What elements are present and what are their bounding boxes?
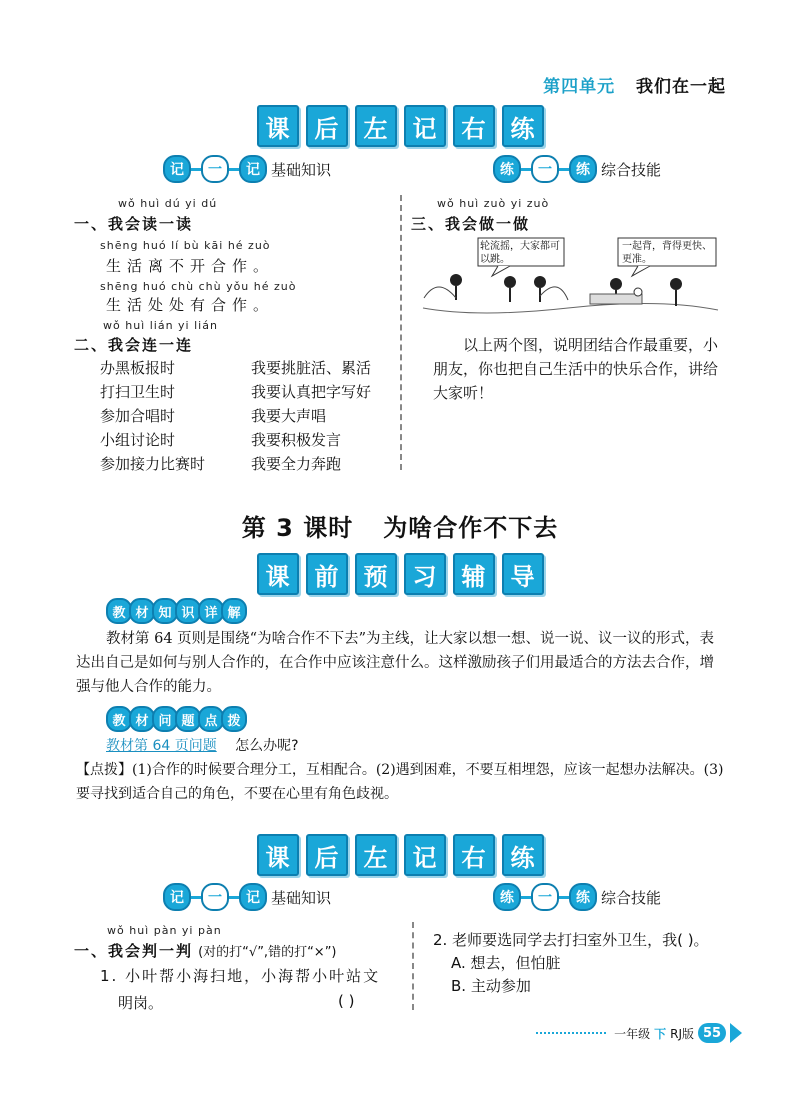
badge-char: 记 bbox=[239, 883, 267, 911]
section-title-preview bbox=[0, 553, 800, 595]
title-char: 习 bbox=[404, 553, 446, 595]
badge-char: 一 bbox=[201, 155, 229, 183]
badge-char: 记 bbox=[239, 155, 267, 183]
subheader-label: 基础知识 bbox=[271, 160, 332, 179]
tag-char: 详 bbox=[198, 598, 224, 624]
section-heading-do: 三、我会做一做 bbox=[411, 215, 531, 233]
list-item[interactable]: 办黑板报时 bbox=[100, 359, 176, 377]
title-char: 后 bbox=[306, 834, 348, 876]
badge-char: 记 bbox=[163, 883, 191, 911]
answer-paragraph: 【点拨】(1)合作的时候要合理分工，互相配合。(2)遇到困难，不要互相埋怨，应该一起想办法解决。(3)要寻找到适合自己的角色，不要在心里有角色歧视。 bbox=[76, 762, 724, 802]
tag-textbook-questions bbox=[106, 706, 244, 732]
subheader-combined-skills-2 bbox=[493, 883, 661, 911]
subheader-label: 基础知识 bbox=[271, 888, 332, 907]
tag-char: 点 bbox=[198, 706, 224, 732]
title-char: 辅 bbox=[453, 553, 495, 595]
tag-char: 材 bbox=[129, 598, 155, 624]
column-divider bbox=[412, 922, 414, 1010]
badge-char: 一 bbox=[531, 883, 559, 911]
tag-char: 知 bbox=[152, 598, 178, 624]
tag-textbook-explained bbox=[106, 598, 244, 624]
section-title-after-class bbox=[0, 105, 800, 147]
subheader-basic-knowledge-2 bbox=[163, 883, 331, 911]
list-item[interactable]: 参加接力比赛时 bbox=[100, 455, 206, 473]
question-text: 怎么办呢? bbox=[235, 738, 299, 754]
title-char: 后 bbox=[306, 105, 348, 147]
section-title-after-class-2 bbox=[0, 834, 800, 876]
section-heading-read: 一、我会读一读 bbox=[74, 215, 194, 233]
speech-bubble-left: 轮流摇，大家都可以跳。 bbox=[480, 241, 560, 265]
section-heading-connect: 二、我会连一连 bbox=[74, 336, 194, 354]
reading-line: 生活处处有合作。 bbox=[106, 296, 275, 314]
title-char: 记 bbox=[404, 834, 446, 876]
judge-heading-row bbox=[74, 940, 337, 961]
tag-char: 拨 bbox=[221, 706, 247, 732]
question-1: 1. 小叶帮小海扫地，小海帮小叶站文 bbox=[100, 967, 381, 985]
title-char: 预 bbox=[355, 553, 397, 595]
badge-char: 一 bbox=[531, 155, 559, 183]
title-char: 练 bbox=[502, 105, 544, 147]
option-b[interactable]: B. 主动参加 bbox=[451, 977, 531, 995]
badge-char: 练 bbox=[569, 155, 597, 183]
pinyin: wǒ huì pàn yi pàn bbox=[107, 924, 222, 937]
unit-number: 第四单元 bbox=[543, 77, 616, 97]
intro-paragraph: 教材第 64 页则是围绕“为啥合作不下去”为主线，让大家以想一想、说一说、议一议的形式，表达出自己是如何与别人合作的，在合作中应该注意什么。这样激励孩子们用最适合的方法去合作，增强与他人合作的能力。 bbox=[76, 631, 714, 695]
connect-left-list bbox=[100, 356, 205, 476]
speech-bubble-right: 一起背，背得更快、更准。 bbox=[622, 241, 712, 265]
title-char: 导 bbox=[502, 553, 544, 595]
reading-line: 生活离不开合作。 bbox=[106, 257, 275, 275]
do-paragraph: 以上两个图，说明团结合作最重要，小朋友，你也把自己生活中的快乐合作，讲给大家听！ bbox=[433, 336, 719, 402]
unit-header bbox=[543, 72, 726, 97]
footer-divider bbox=[536, 1032, 606, 1034]
list-item[interactable]: 参加合唱时 bbox=[100, 407, 176, 425]
page-footer bbox=[536, 1023, 742, 1043]
subheader-label: 综合技能 bbox=[601, 160, 662, 179]
column-divider bbox=[400, 195, 402, 470]
subheader-label: 综合技能 bbox=[601, 888, 662, 907]
badge-char: 练 bbox=[493, 155, 521, 183]
lesson-name: 为啥合作不下去 bbox=[383, 514, 559, 542]
subheader-basic-knowledge bbox=[163, 155, 331, 183]
badge-char: 练 bbox=[569, 883, 597, 911]
title-char: 右 bbox=[453, 834, 495, 876]
term-label: 下 bbox=[654, 1026, 667, 1041]
tag-char: 题 bbox=[175, 706, 201, 732]
pinyin: shēng huó lí bù kāi hé zuò bbox=[100, 239, 271, 252]
question-1-cont: 明岗。 bbox=[118, 994, 164, 1012]
edition-label: RJ版 bbox=[670, 1026, 694, 1041]
list-item[interactable]: 我要挑脏活、累活 bbox=[251, 359, 372, 377]
judge-instruction: (对的打“√”,错的打“×”) bbox=[198, 945, 337, 960]
question-link[interactable]: 教材第 64 页问题 bbox=[106, 738, 217, 754]
arrow-right-icon bbox=[730, 1023, 742, 1043]
section-heading-judge: 一、我会判一判 bbox=[74, 942, 194, 960]
list-item[interactable]: 我要积极发言 bbox=[251, 431, 342, 449]
title-char: 课 bbox=[257, 553, 299, 595]
page-number: 55 bbox=[698, 1023, 726, 1043]
title-char: 记 bbox=[404, 105, 446, 147]
lesson-title bbox=[0, 508, 800, 543]
title-char: 课 bbox=[257, 105, 299, 147]
answer-blank[interactable]: ( ) bbox=[338, 992, 355, 1010]
pinyin: wǒ huì zuò yi zuò bbox=[437, 197, 550, 210]
subheader-combined-skills bbox=[493, 155, 661, 183]
badge-char: 练 bbox=[493, 883, 521, 911]
title-char: 练 bbox=[502, 834, 544, 876]
title-char: 左 bbox=[355, 834, 397, 876]
tag-char: 问 bbox=[152, 706, 178, 732]
grade-label: 一年级 bbox=[614, 1026, 651, 1041]
list-item[interactable]: 小组讨论时 bbox=[100, 431, 176, 449]
tag-char: 材 bbox=[129, 706, 155, 732]
list-item[interactable]: 我要全力奔跑 bbox=[251, 455, 342, 473]
unit-name: 我们在一起 bbox=[636, 77, 726, 97]
title-char: 前 bbox=[306, 553, 348, 595]
option-a[interactable]: A. 想去，但怕脏 bbox=[451, 954, 561, 972]
tag-char: 解 bbox=[221, 598, 247, 624]
title-char: 左 bbox=[355, 105, 397, 147]
pinyin: wǒ huì lián yi lián bbox=[103, 319, 218, 332]
question-2: 2. 老师要选同学去打扫室外卫生，我( )。 bbox=[433, 931, 709, 949]
connect-right-list bbox=[251, 356, 371, 476]
title-char: 右 bbox=[453, 105, 495, 147]
list-item[interactable]: 我要大声唱 bbox=[251, 407, 327, 425]
tag-char: 教 bbox=[106, 598, 132, 624]
tag-char: 识 bbox=[175, 598, 201, 624]
badge-char: 一 bbox=[201, 883, 229, 911]
tag-char: 教 bbox=[106, 706, 132, 732]
title-char: 课 bbox=[257, 834, 299, 876]
question-line bbox=[106, 735, 299, 755]
list-item[interactable]: 我要认真把字写好 bbox=[251, 383, 372, 401]
badge-char: 记 bbox=[163, 155, 191, 183]
list-item[interactable]: 打扫卫生时 bbox=[100, 383, 176, 401]
pinyin: wǒ huì dú yi dú bbox=[118, 197, 218, 210]
pinyin: shēng huó chù chù yǒu hé zuò bbox=[100, 280, 297, 293]
lesson-number: 第 3 课时 bbox=[241, 514, 354, 542]
